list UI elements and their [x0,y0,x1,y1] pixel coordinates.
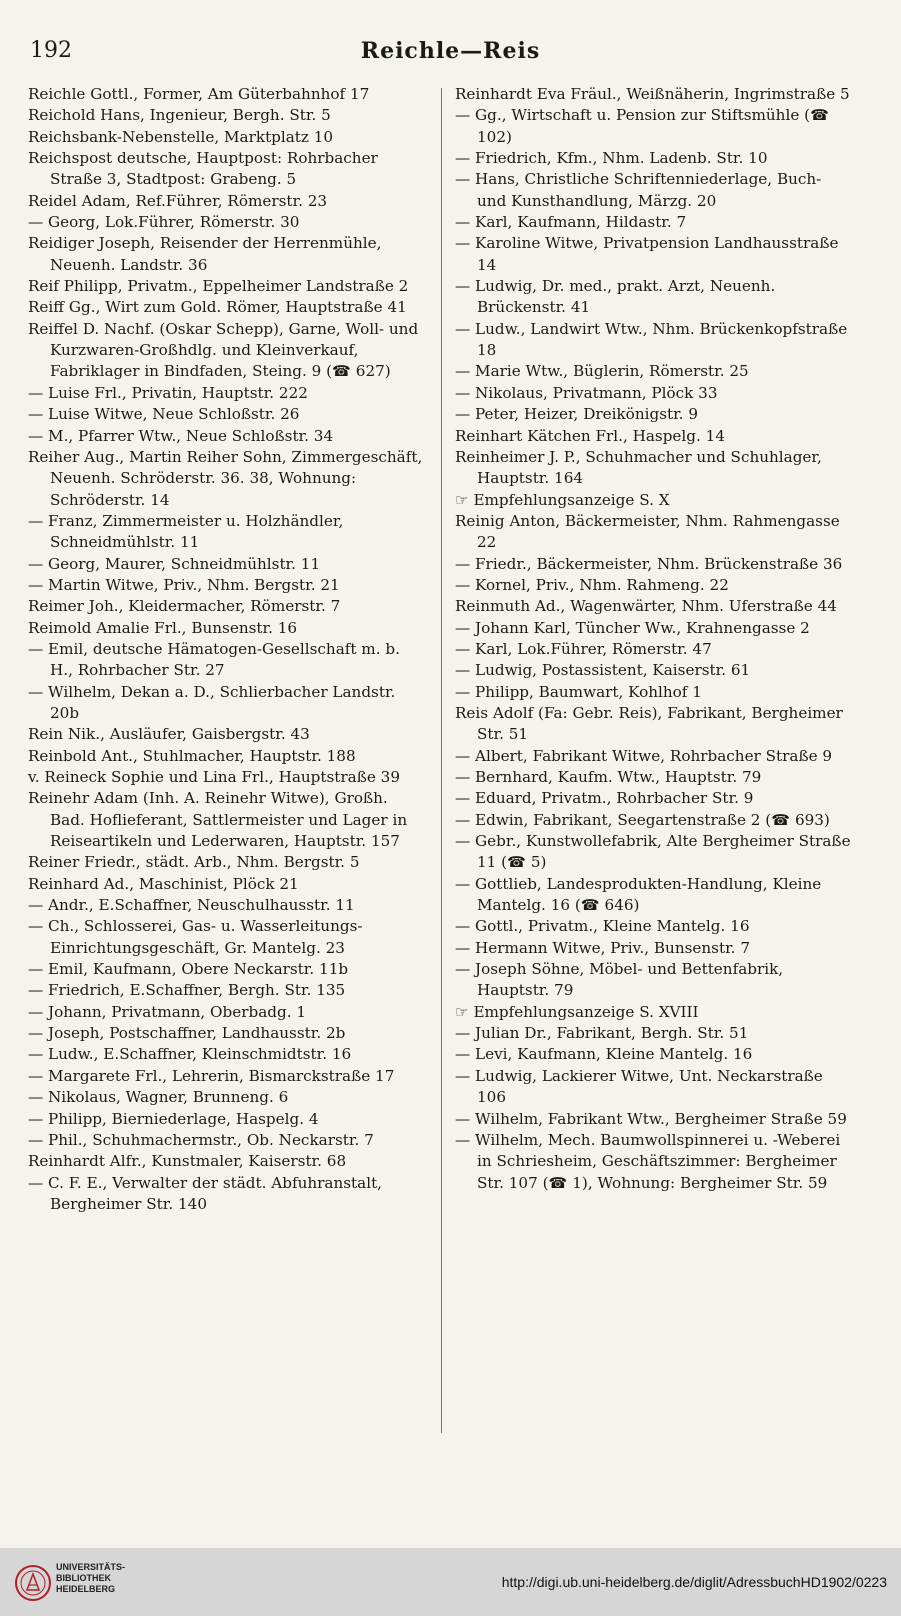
directory-entry: — Bernhard, Kaufm. Wtw., Hauptstr. 79 [455,768,762,786]
page-header [26,34,875,68]
directory-entry: Reinhardt Eva Fräul., Weißnäherin, Ingrimstraße 5 [455,85,850,103]
directory-entry: — Ludwig, Postassistent, Kaiserstr. 61 [455,661,751,680]
directory-entry: Reiher Aug., Martin Reiher Sohn, Zimmergeschäft, Neuenh. Schröderstr. 36. 38, Wohnung: Schröderstr. 14 [28,447,423,509]
directory-entry: Rein Nik., Ausläufer, Gaisbergstr. 43 [28,725,310,744]
running-title: Reichle—Reis [360,38,541,64]
source-url-link[interactable]: http://digi.ub.uni-heidelberg.de/diglit/AdressbuchHD1902/0223 [501,1574,887,1590]
left-column [28,84,426,1215]
directory-entry: — Marie Wtw., Büglerin, Römerstr. 25 [455,362,749,381]
directory-entry: — M., Pfarrer Wtw., Neue Schloßstr. 34 [28,426,334,445]
directory-entry: — Luise Frl., Privatin, Hauptstr. 222 [28,383,308,402]
directory-entry: Reif Philipp, Privatm., Eppelheimer Landstraße 2 [28,277,409,296]
directory-entry: — Franz, Zimmermeister u. Holzhändler, Schneidmühlstr. 11 [28,511,344,552]
directory-entry: Reinbold Ant., Stuhlmacher, Hauptstr. 188 [28,746,356,765]
directory-entry: — Peter, Heizer, Dreikönigstr. 9 [455,405,698,424]
page-number: 192 [30,38,72,63]
directory-entry: — Friedrich, E.Schaffner, Bergh. Str. 135 [28,981,346,1000]
directory-entry: — Margarete Frl., Lehrerin, Bismarckstraße 17 [28,1066,395,1085]
directory-entry: — Wilhelm, Fabrikant Wtw., Bergheimer Straße 59 [455,1109,847,1128]
directory-entry: — Hermann Witwe, Priv., Bunsenstr. 7 [455,938,750,957]
directory-entry: — Martin Witwe, Priv., Nhm. Bergstr. 21 [28,575,340,594]
advertisement-reference: ☞ Empfehlungsanzeige S. X [455,490,670,509]
directory-entry: — Karl, Lok.Führer, Römerstr. 47 [455,639,712,658]
right-column [455,84,853,1194]
directory-entry: — Wilhelm, Dekan a. D., Schlierbacher Landstr. 20b [28,682,396,722]
directory-entry: — Ludwig, Dr. med., prakt. Arzt, Neuenh. Brückenstr. 41 [455,277,776,317]
directory-entry: Reiff Gg., Wirt zum Gold. Römer, Hauptstraße 41 [28,298,407,317]
directory-entry: Reichold Hans, Ingenieur, Bergh. Str. 5 [28,106,331,125]
advertisement-reference: ☞ Empfehlungsanzeige S. XVIII [455,1002,699,1021]
directory-entry: — C. F. E., Verwalter der städt. Abfuhranstalt, Bergheimer Str. 140 [28,1173,382,1213]
directory-entry: — Levi, Kaufmann, Kleine Mantelg. 16 [455,1045,753,1064]
directory-entry: Reichspost deutsche, Hauptpost: Rohrbacher Straße 3, Stadtpost: Grabeng. 5 [28,149,378,189]
directory-entry: — Emil, deutsche Hämatogen-Gesellschaft m. b. H., Rohrbacher Str. 27 [28,639,400,680]
directory-entry: — Luise Witwe, Neue Schloßstr. 26 [28,405,300,424]
directory-entry: — Gg., Wirtschaft u. Pension zur Stiftsmühle (☎ 102) [455,106,829,146]
directory-entry: — Julian Dr., Fabrikant, Bergh. Str. 51 [455,1024,749,1043]
directory-entry: — Karl, Kaufmann, Hildastr. 7 [455,213,687,232]
directory-entry: — Friedrich, Kfm., Nhm. Ladenb. Str. 10 [455,149,768,168]
directory-entry: Reinig Anton, Bäckermeister, Nhm. Rahmengasse 22 [455,511,840,552]
directory-entry: — Hans, Christliche Schriftenniederlage, Buch- und Kunsthandlung, Märzg. 20 [455,170,822,210]
directory-entry: — Edwin, Fabrikant, Seegartenstraße 2 (☎ 693) [455,810,830,829]
directory-entry: Reis Adolf (Fa: Gebr. Reis), Fabrikant, Bergheimer Str. 51 [455,703,843,744]
column-divider [441,88,442,1433]
directory-entry: Reinehr Adam (Inh. A. Reinehr Witwe), Großh. Bad. Hoflieferant, Sattlermeister und Lager in Reiseartikeln und Lederwaren, Hauptstr. 157 [28,789,408,851]
directory-entry: — Gottlieb, Landesprodukten-Handlung, Kleine Mantelg. 16 (☎ 646) [455,874,822,915]
directory-entry: — Andr., E.Schaffner, Neuschulhausstr. 11 [28,896,355,915]
directory-entry: — Emil, Kaufmann, Obere Neckarstr. 11b [28,960,349,979]
directory-entry: Reinhart Kätchen Frl., Haspelg. 14 [455,426,725,445]
directory-entry: Reidel Adam, Ref.Führer, Römerstr. 23 [28,191,328,210]
directory-entry: Reidiger Joseph, Reisender der Herrenmühle, Neuenh. Landstr. 36 [28,234,382,274]
directory-entry: — Ludw., E.Schaffner, Kleinschmidtstr. 16 [28,1045,352,1064]
directory-entry: — Wilhelm, Mech. Baumwollspinnerei u. -Weberei in Schriesheim, Geschäftszimmer: Bergheimer Str. 107 (☎ 1), Wohnung: Bergheimer Str. 59 [455,1130,841,1192]
directory-entry: — Ludw., Landwirt Wtw., Nhm. Brückenkopfstraße 18 [455,319,848,360]
directory-entry: — Joseph Söhne, Möbel- und Bettenfabrik, Hauptstr. 79 [455,960,784,1000]
directory-entry: — Phil., Schuhmachermstr., Ob. Neckarstr. 7 [28,1130,374,1149]
directory-entry: — Johann Karl, Tüncher Ww., Krahnengasse 2 [455,618,810,637]
directory-entry: — Friedr., Bäckermeister, Nhm. Brückenstraße 36 [455,554,843,573]
directory-entry: — Nikolaus, Privatmann, Plöck 33 [455,383,718,402]
directory-entry: — Ch., Schlosserei, Gas- u. Wasserleitungs-Einrichtungsgeschäft, Gr. Mantelg. 23 [28,917,363,957]
directory-entry: — Joseph, Postschaffner, Landhausstr. 2b [28,1024,346,1043]
directory-entry: — Georg, Lok.Führer, Römerstr. 30 [28,213,300,232]
directory-entry: Reinhardt Alfr., Kunstmaler, Kaiserstr. 68 [28,1152,347,1171]
directory-entry: — Ludwig, Lackierer Witwe, Unt. Neckarstraße 106 [455,1066,823,1107]
directory-entry: Reiffel D. Nachf. (Oskar Schepp), Garne, Woll- und Kurzwaren-Großhdlg. und Kleinverkauf, Fabriklager in Bindfaden, Steing. 9 (☎ 627) [28,319,419,381]
library-name: UNIVERSITÄTS- BIBLIOTHEK HEIDELBERG [56,1562,126,1594]
directory-entry: Reichle Gottl., Former, Am Güterbahnhof 17 [28,85,370,103]
directory-entry: Reichsbank-Nebenstelle, Marktplatz 10 [28,127,334,146]
directory-entry: v. Reineck Sophie und Lina Frl., Hauptstraße 39 [28,768,401,786]
directory-entry: — Kornel, Priv., Nhm. Rahmeng. 22 [455,575,729,594]
directory-entry: — Karoline Witwe, Privatpension Landhausstraße 14 [455,234,839,274]
directory-entry: — Philipp, Bierniederlage, Haspelg. 4 [28,1109,319,1128]
directory-entry: Reimold Amalie Frl., Bunsenstr. 16 [28,618,298,637]
directory-entry: Reinmuth Ad., Wagenwärter, Nhm. Uferstraße 44 [455,597,837,616]
directory-entry: — Eduard, Privatm., Rohrbacher Str. 9 [455,789,754,808]
directory-entry: — Gebr., Kunstwollefabrik, Alte Bergheimer Straße 11 (☎ 5) [455,832,851,872]
directory-entry: — Gottl., Privatm., Kleine Mantelg. 16 [455,917,750,936]
directory-entry: Reinheimer J. P., Schuhmacher und Schuhlager, Hauptstr. 164 [455,447,822,488]
directory-entry: Reiner Friedr., städt. Arb., Nhm. Bergstr. 5 [28,853,360,872]
directory-entry: — Albert, Fabrikant Witwe, Rohrbacher Straße 9 [455,746,833,765]
footer-bar [0,1548,901,1616]
directory-entry: — Nikolaus, Wagner, Brunneng. 6 [28,1088,289,1107]
directory-entry: Reinhard Ad., Maschinist, Plöck 21 [28,874,299,893]
directory-entry: — Georg, Maurer, Schneidmühlstr. 11 [28,554,321,573]
directory-entry: — Johann, Privatmann, Oberbadg. 1 [28,1002,307,1021]
university-seal-icon [14,1564,52,1602]
directory-entry: — Philipp, Baumwart, Kohlhof 1 [455,682,702,701]
directory-entry: Reimer Joh., Kleidermacher, Römerstr. 7 [28,597,341,616]
